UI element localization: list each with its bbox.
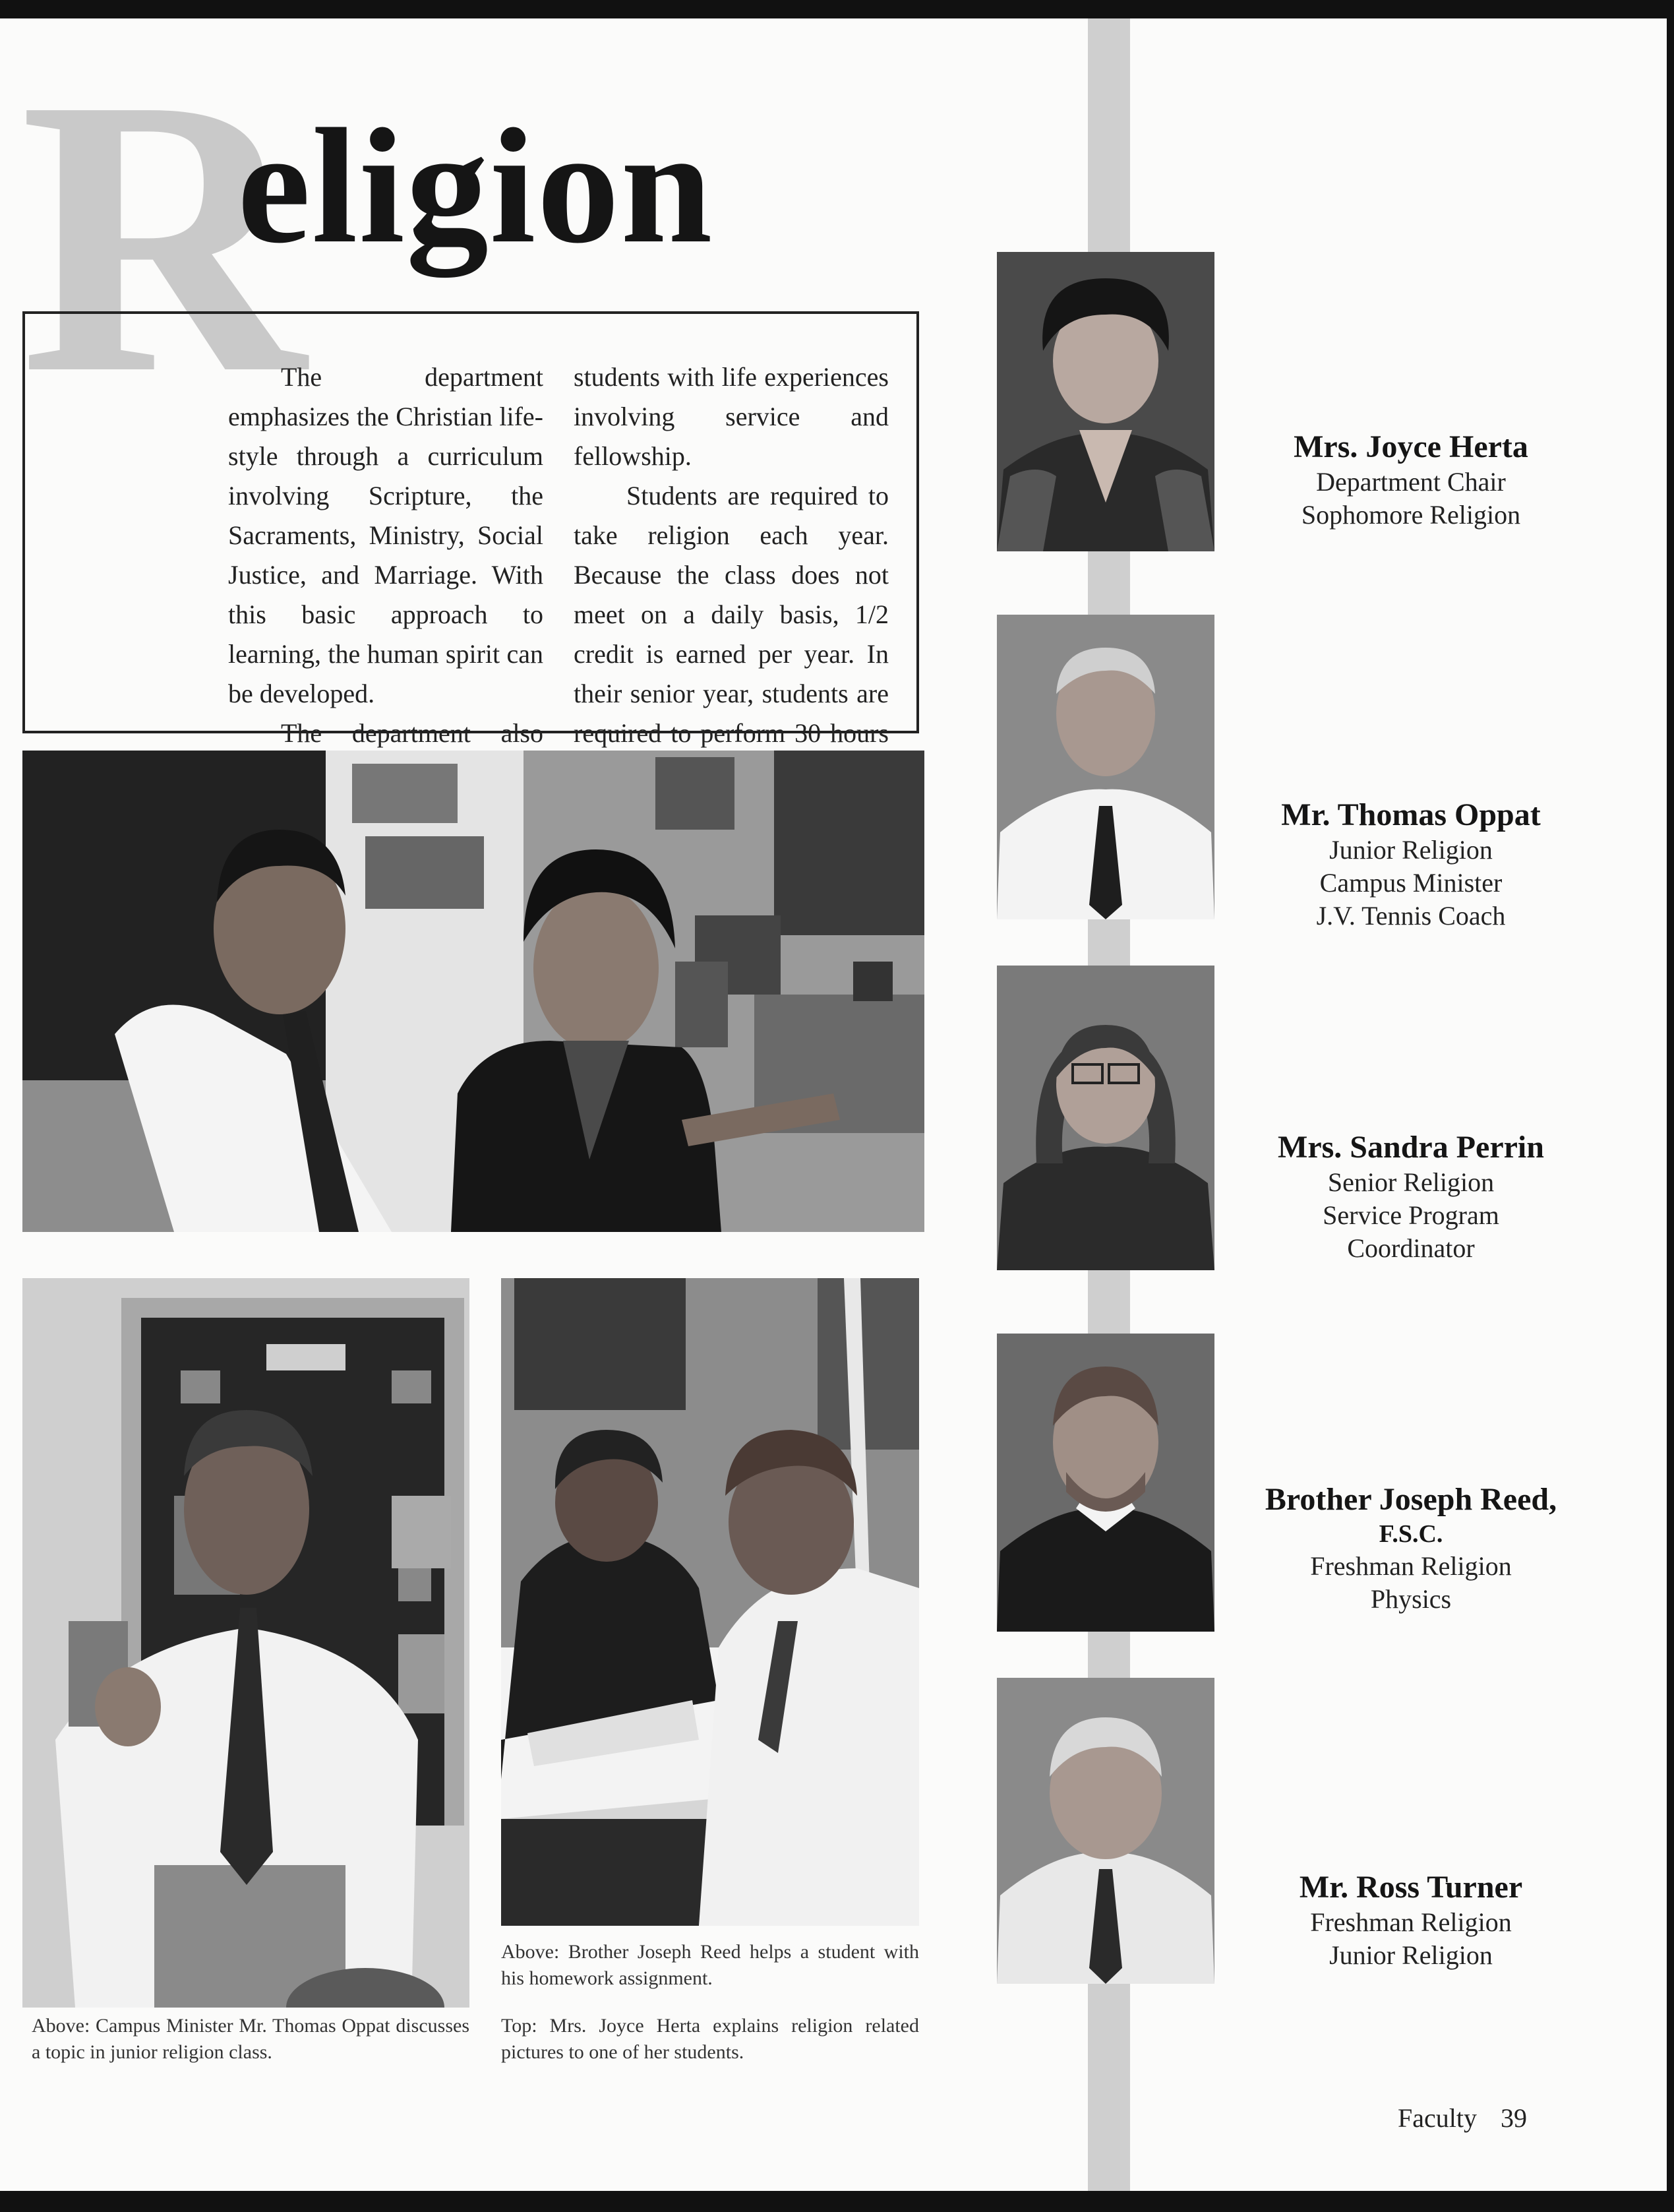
staff-block-turner	[1233, 1869, 1589, 1972]
divider-bar	[1088, 919, 1130, 966]
portrait-perrin-image	[997, 966, 1214, 1270]
staff-role: Freshman Religion	[1310, 1551, 1512, 1581]
portrait-reed	[997, 1334, 1214, 1632]
photo-herta-classroom	[22, 751, 924, 1232]
staff-role: Service Program	[1323, 1200, 1499, 1230]
staff-name-suffix: F.S.C.	[1379, 1520, 1443, 1548]
divider-bar	[1088, 1270, 1130, 1334]
yearbook-page	[0, 18, 1667, 2191]
portrait-herta	[997, 252, 1214, 551]
staff-name: Mrs. Sandra Perrin	[1278, 1130, 1544, 1165]
portrait-herta-image	[997, 252, 1214, 551]
page-title: eligion	[237, 95, 714, 278]
portrait-oppat	[997, 615, 1214, 919]
staff-role: Department Chair	[1316, 467, 1506, 497]
staff-role: Physics	[1370, 1584, 1452, 1614]
staff-role: J.V. Tennis Coach	[1316, 901, 1506, 931]
staff-role: Freshman Religion	[1310, 1907, 1512, 1937]
caption-oppat-photo: Above: Campus Minister Mr. Thomas Oppat discusses a topic in junior religion class.	[32, 2015, 469, 2063]
page-number: 39	[1500, 2103, 1527, 2133]
intro-column-2	[574, 357, 889, 793]
photo-oppat-class	[22, 1278, 469, 2008]
intro-paragraph: The department also	[281, 718, 543, 748]
staff-block-reed	[1233, 1481, 1589, 1616]
staff-name: Mr. Ross Turner	[1299, 1870, 1523, 1905]
staff-role: Junior Religion	[1329, 835, 1493, 865]
photo-oppat-class-image	[22, 1278, 469, 2008]
page-folio	[1398, 2103, 1527, 2134]
staff-name: Mr. Thomas Oppat	[1281, 797, 1541, 832]
staff-role: Junior Religion	[1329, 1940, 1493, 1970]
intro-paragraph: Students are required to take religion each year. Because the class does not meet on a daily basis, 1/2 credit is earned per year. In their senior year, students are required to perform 30 hours	[574, 481, 889, 748]
photo-herta-classroom-image	[22, 751, 924, 1232]
staff-role: Senior Religion	[1327, 1167, 1495, 1197]
staff-role: Coordinator	[1347, 1233, 1475, 1263]
staff-block-oppat	[1233, 797, 1589, 933]
caption-reed-photo: Above: Brother Joseph Reed helps a student with his homework assignment.	[501, 1941, 919, 1989]
photo-reed-helping	[501, 1278, 919, 1926]
caption-top-photo: Top: Mrs. Joyce Herta explains religion related pictures to one of her students.	[501, 2015, 919, 2063]
staff-name: Brother Joseph Reed,	[1265, 1482, 1557, 1517]
portrait-turner	[997, 1678, 1214, 1984]
portrait-turner-image	[997, 1678, 1214, 1984]
intro-paragraph: The department emphasizes the Christian life-style through a curriculum involving Scripture, the Sacraments, Ministry, Social Justice, and Marriage. With this basic approach to learning, the human spirit can be developed.	[228, 362, 543, 708]
title-drop-initial: R	[20, 18, 306, 455]
divider-bar	[1088, 18, 1130, 252]
portrait-reed-image	[997, 1334, 1214, 1632]
staff-block-perrin	[1233, 1129, 1589, 1265]
divider-bar	[1088, 551, 1130, 615]
portrait-oppat-image	[997, 615, 1214, 919]
divider-bar	[1088, 1984, 1130, 2191]
portrait-perrin	[997, 966, 1214, 1270]
staff-block-herta	[1233, 429, 1589, 532]
folio-section: Faculty	[1398, 2103, 1477, 2133]
photo-reed-helping-image	[501, 1278, 919, 1926]
staff-name: Mrs. Joyce Herta	[1294, 429, 1528, 464]
staff-role: Campus Minister	[1319, 868, 1503, 898]
staff-role: Sophomore Religion	[1301, 500, 1521, 530]
divider-bar	[1088, 1632, 1130, 1678]
intro-paragraph: students with life experiences involving service and fellowship.	[574, 362, 889, 471]
